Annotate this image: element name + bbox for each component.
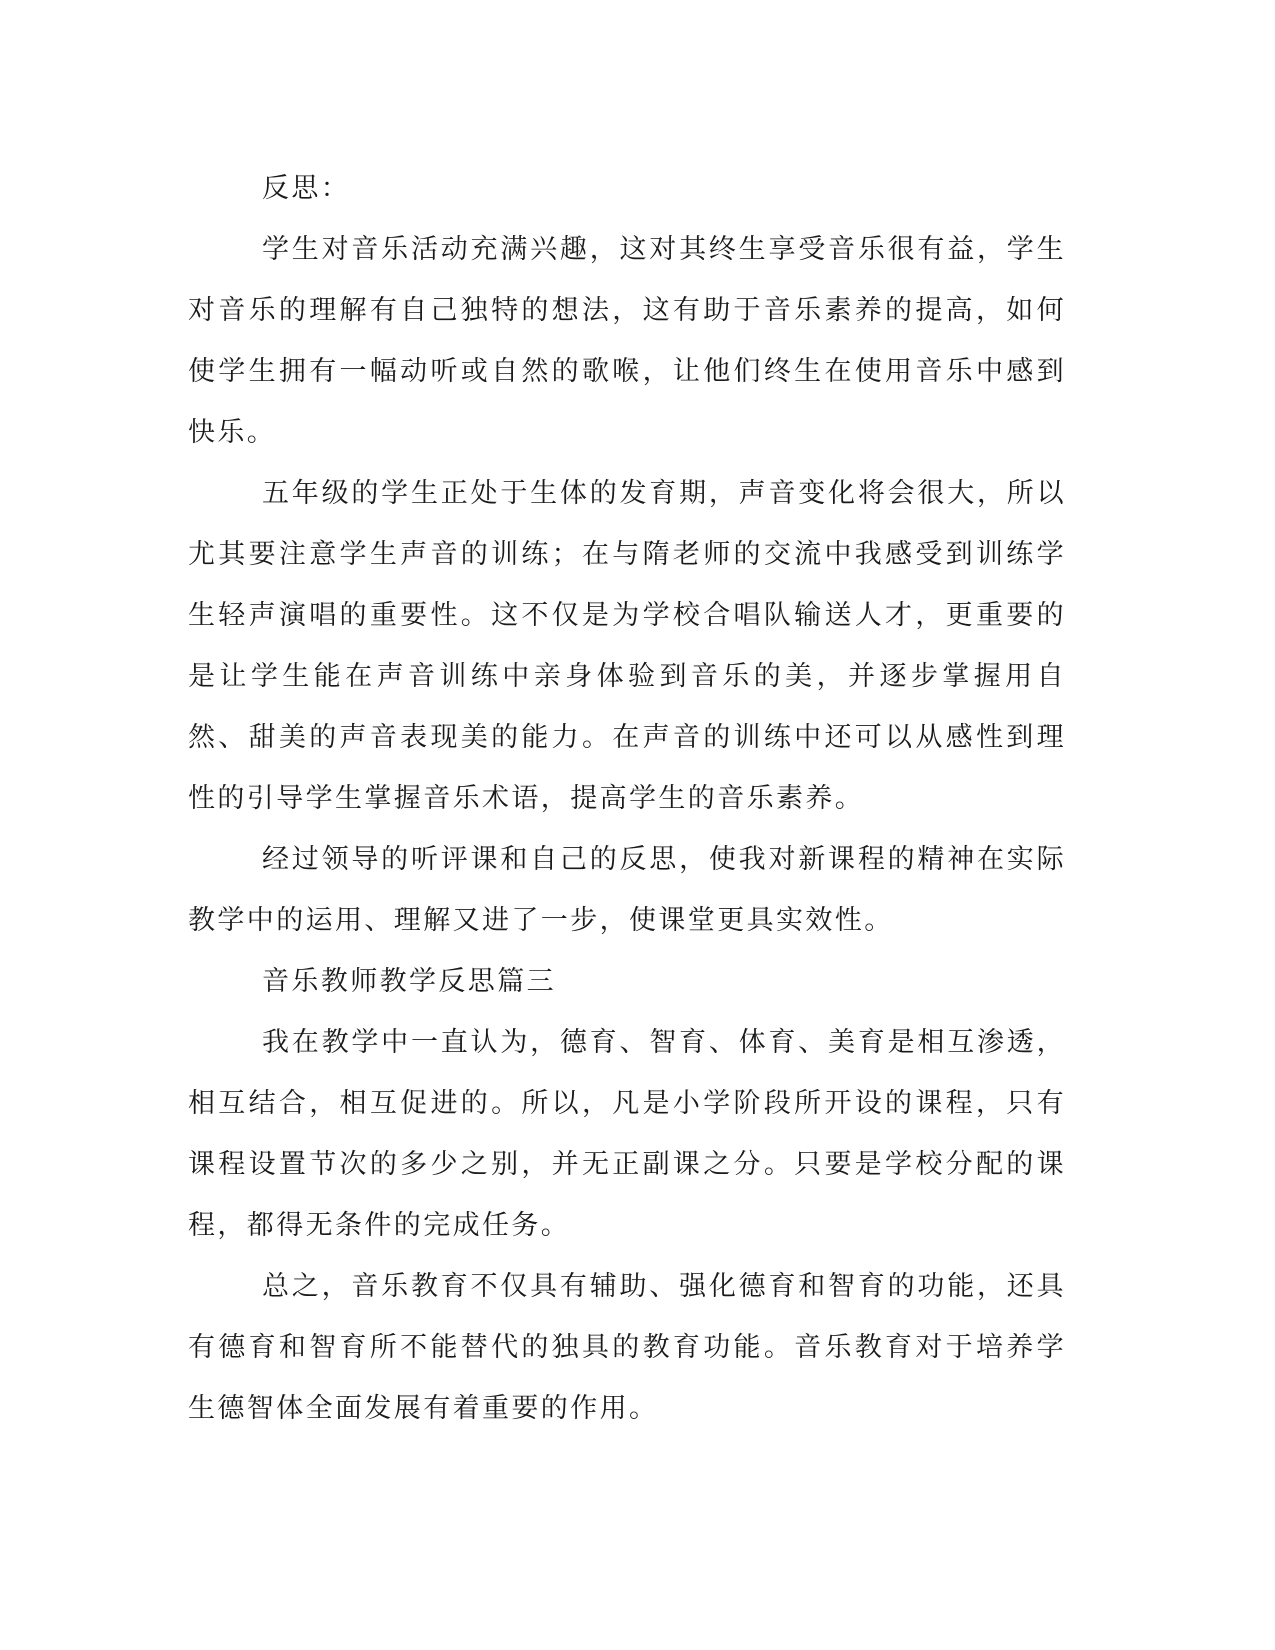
paragraph-voice-training: 五年级的学生正处于生体的发育期，声音变化将会很大，所以尤其要注意学生声音的训练；在与隋老师的交流中我感受到训练学生轻声演唱的重要性。这不仅是为学校合唱队输送人才，更重要的是让学生能在声音训练中亲身体验到音乐的美，并逐步掌握用自然、甜美的声音表现美的能力。在声音的训练中还可以从感性到理性的引导学生掌握音乐术语，提高学生的音乐素养。 <box>188 478 1066 814</box>
paragraph-moral-education: 我在教学中一直认为，德育、智育、体育、美育是相互渗透，相互结合，相互促进的。所以，凡是小学阶段所开设的课程，只有课程设置节次的多少之别，并无正副课之分。只要是学校分配的课程，都得无条件的完成任务。 <box>188 1027 1066 1241</box>
section-title-part-three: 音乐教师教学反思篇三 <box>262 966 556 997</box>
paragraph-leadership-review: 经过领导的听评课和自己的反思，使我对新课程的精神在实际教学中的运用、理解又进了一步，使课堂更具实效性。 <box>188 844 1066 936</box>
paragraph-conclusion: 总之，音乐教育不仅具有辅助、强化德育和智育的功能，还具有德育和智育所不能替代的独具的教育功能。音乐教育对于培养学生德智体全面发展有着重要的作用。 <box>188 1271 1066 1424</box>
reflection-label: 反思： <box>262 173 351 204</box>
paragraph-student-interest: 学生对音乐活动充满兴趣，这对其终生享受音乐很有益，学生对音乐的理解有自己独特的想法，这有助于音乐素养的提高，如何使学生拥有一幅动听或自然的歌喉，让他们终生在使用音乐中感到快乐。 <box>188 234 1066 448</box>
document-body <box>188 158 1066 1439</box>
